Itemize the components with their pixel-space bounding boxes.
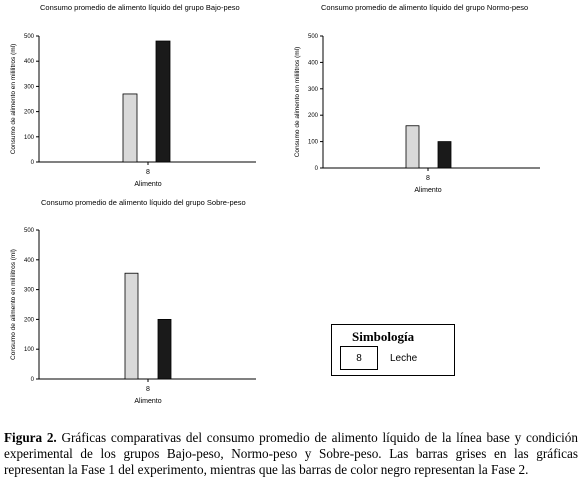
x-tick-label: 8 (426, 175, 430, 182)
chart-title: Consumo promedio de alimento líquido del grupo Normo-peso (321, 3, 529, 12)
y-axis-label: Consumo de alimento en milílitros (ml) (10, 249, 17, 360)
y-tick-label: 200 (23, 109, 34, 116)
chart-title: Consumo promedio de alimento líquido del grupo Sobre-peso (41, 198, 246, 207)
y-axis-label: Consumo de alimento en mililitros (ml) (10, 43, 17, 155)
y-tick-label: 100 (307, 139, 318, 146)
y-tick-label: 100 (23, 347, 34, 354)
y-tick-label: 100 (23, 134, 34, 141)
legend-label: Leche (390, 353, 418, 364)
x-tick-label: 8 (146, 169, 150, 176)
y-axis-label: Consumo de alimento en mililitros (ml) (294, 46, 301, 158)
legend-title: Simbología (352, 329, 415, 344)
x-axis-label: Alimento (134, 398, 162, 405)
y-tick-label: 500 (23, 228, 34, 234)
y-tick-label: 200 (307, 113, 318, 120)
caption-text: Gráficas comparativas del consumo promedio de alimento líquido de la línea base y condición experimental de los grupos Bajo-peso, Normo-peso y Sobre-peso. Las barras grises en las gráficas representan la Fase 1 del experimento, mientras que las barras de color negro representan la Fase 2. (4, 430, 578, 477)
y-tick-label: 0 (30, 160, 34, 166)
bar-fase-1 (125, 273, 138, 379)
x-axis-label: Alimento (414, 187, 442, 194)
legend-code: 8 (340, 346, 378, 370)
x-axis-label: Alimento (134, 181, 162, 188)
bar-fase-2 (158, 319, 171, 379)
y-tick-label: 400 (23, 59, 34, 66)
bar-fase-2 (156, 41, 170, 162)
y-tick-label: 500 (307, 34, 318, 40)
x-tick-label: 8 (146, 386, 150, 393)
y-tick-label: 400 (307, 60, 318, 67)
caption-label: Figura 2. (4, 430, 57, 445)
legend-box (331, 324, 455, 376)
y-tick-label: 0 (30, 377, 34, 383)
y-tick-label: 500 (23, 34, 34, 40)
y-tick-label: 200 (23, 317, 34, 324)
bar-fase-2 (438, 142, 451, 168)
bar-fase-1 (406, 126, 419, 168)
y-tick-label: 300 (23, 84, 34, 91)
chart-title: Consumo promedio de alimento líquido del grupo Bajo-peso (40, 3, 240, 12)
bar-fase-1 (123, 94, 137, 162)
y-tick-label: 0 (314, 166, 318, 172)
figure-caption (4, 430, 578, 478)
y-tick-label: 400 (23, 257, 34, 264)
y-tick-label: 300 (23, 287, 34, 294)
y-tick-label: 300 (307, 86, 318, 93)
